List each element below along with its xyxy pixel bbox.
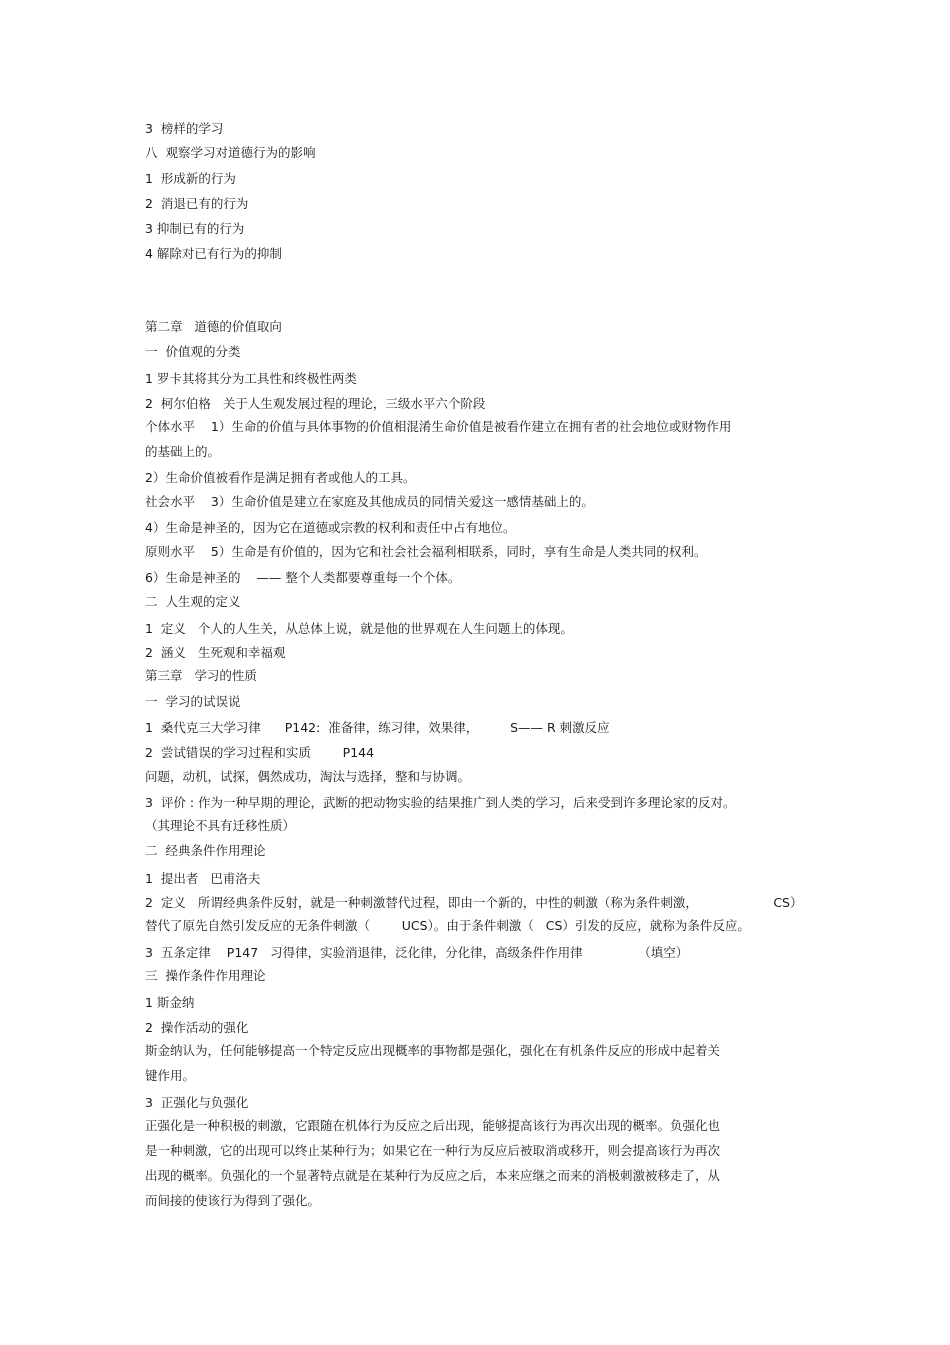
- section-heading: 三 操作条件作用理论: [145, 968, 266, 983]
- chapter-heading: 第二章 道德的价值取向: [145, 319, 282, 334]
- text-line: 3 抑制已有的行为: [145, 221, 245, 236]
- section-heading: 一 价值观的分类: [145, 344, 241, 359]
- text-line: 1 定义 个人的人生关，从总体上说，就是他的世界观在人生问题上的体现。: [145, 621, 573, 636]
- text-line: 1 形成新的行为: [145, 171, 236, 186]
- text-line: 4 解除对已有行为的抑制: [145, 246, 282, 261]
- text-line: 1 斯金纳: [145, 995, 195, 1010]
- chapter-heading: 第三章 学习的性质: [145, 668, 257, 683]
- text-line: 替代了原先自然引发反应的无条件刺激（ UCS）。由于条件刺激（ CS）引发的反应，就称为条件反应。: [145, 918, 750, 933]
- text-line: 社会水平 3）生命价值是建立在家庭及其他成员的同情关爱这一感情基础上的。: [145, 494, 594, 509]
- text-line: 斯金纳认为，任何能够提高一个特定反应出现概率的事物都是强化，强化在有机条件反应的形成中起着关: [145, 1043, 721, 1058]
- text-line: 2）生命价值被看作是满足拥有者或他人的工具。: [145, 470, 416, 485]
- text-line: 2 操作活动的强化: [145, 1020, 249, 1035]
- text-line: 6）生命是神圣的 —— 整个人类都要尊重每一个个体。: [145, 570, 461, 585]
- text-line: 1 提出者 巴甫洛夫: [145, 871, 261, 886]
- text-line: 2 柯尔伯格 关于人生观发展过程的理论，三级水平六个阶段: [145, 396, 486, 411]
- text-line: 2 涵义 生死观和幸福观: [145, 645, 286, 660]
- text-line: （其理论不具有迁移性质）: [145, 818, 296, 833]
- text-line: 个体水平 1）生命的价值与具体事物的价值相混淆生命价值是被看作建立在拥有者的社会地位或财物作用: [145, 419, 732, 434]
- text-line: 2 消退已有的行为: [145, 196, 249, 211]
- text-line: 键作用。: [145, 1068, 196, 1083]
- text-line: 3 正强化与负强化: [145, 1095, 249, 1110]
- section-heading: 二 经典条件作用理论: [145, 843, 266, 858]
- section-heading: 一 学习的试误说: [145, 694, 241, 709]
- text-line: 3 榜样的学习: [145, 121, 224, 136]
- text-line: 3 评价 : 作为一种早期的理论，武断的把动物实验的结果推广到人类的学习，后来受到许多理论家的反对。: [145, 795, 736, 810]
- text-line: 3 五条定律 P147 习得律，实验消退律，泛化律，分化律，高级条件作用律 （填空）: [145, 945, 689, 960]
- text-line: 是一种刺激，它的出现可以终止某种行为；如果它在一种行为反应后被取消或移开，则会提高该行为再次: [145, 1143, 721, 1158]
- text-line: 而间接的使该行为得到了强化。: [145, 1193, 321, 1208]
- section-heading: 八 观察学习对道德行为的影响: [145, 145, 316, 160]
- text-line: 问题，动机，试探，偶然成功，淘汰与选择，整和与协调。: [145, 769, 471, 784]
- text-line: 4）生命是神圣的，因为它在道德或宗教的权利和责任中占有地位。: [145, 520, 516, 535]
- text-line: 出现的概率。负强化的一个显著特点就是在某种行为反应之后，本来应继之而来的消极刺激被移走了，从: [145, 1168, 721, 1183]
- text-line: 原则水平 5）生命是有价值的，因为它和社会社会福利相联系，同时，享有生命是人类共同的权利。: [145, 544, 707, 559]
- section-heading: 二 人生观的定义: [145, 594, 241, 609]
- text-line: 2 定义 所谓经典条件反射，就是一种刺激替代过程，即由一个新的，中性的刺激（称为条件刺激， CS）: [145, 895, 803, 910]
- text-line: 1 桑代克三大学习律 P142: 准备律，练习律，效果律， S—— R 刺激反应: [145, 720, 610, 735]
- text-line: 2 尝试错误的学习过程和实质 P144: [145, 745, 375, 760]
- text-line: 正强化是一种积极的刺激，它跟随在机体行为反应之后出现，能够提高该行为再次出现的概率。负强化也: [145, 1118, 721, 1133]
- text-line: 的基础上的。: [145, 444, 221, 459]
- text-line: 1 罗卡其将其分为工具性和终极性两类: [145, 371, 357, 386]
